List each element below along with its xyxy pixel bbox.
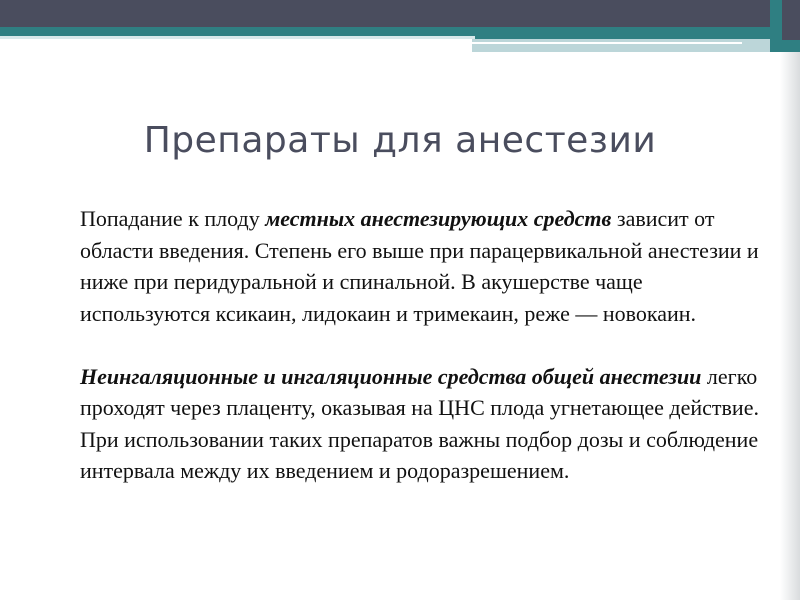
header-right-cap-dark [782,0,800,40]
header-band-dark [0,0,800,27]
paragraph-2-rest: легко проходят через плаценту, оказывая на ЦНС плода угнетающее действие. При использовании таких препаратов важны подбор дозы и соблюдение интервала между их введением и родоразрешением. [80,363,759,483]
paragraph-general-anesthetics [80,361,760,487]
header-accent-line-2 [472,42,742,44]
paragraph-local-anesthetics [80,203,760,329]
paragraph-1-emphasis: местных анестезирующих средств [265,206,612,231]
paragraph-spacer [80,329,760,361]
paragraph-2-emphasis: Неингаляционные и ингаляционные средства общей анестезии [80,363,702,389]
paragraph-1-lead: Попадание к плоду [80,206,266,231]
header-light-strip [472,39,772,52]
slide-body [80,203,760,487]
header-accent-line [0,36,475,39]
paragraph-1-rest: зависит от области введения. Степень его выше при парацервикальной анестезии и ниже при перидуральной и спинальной. В акушерстве чаще используются ксикаин, лидокаин и тримекаин, реже — новокаин. [80,206,759,326]
slide-title: Препараты для анестезии [143,120,657,161]
